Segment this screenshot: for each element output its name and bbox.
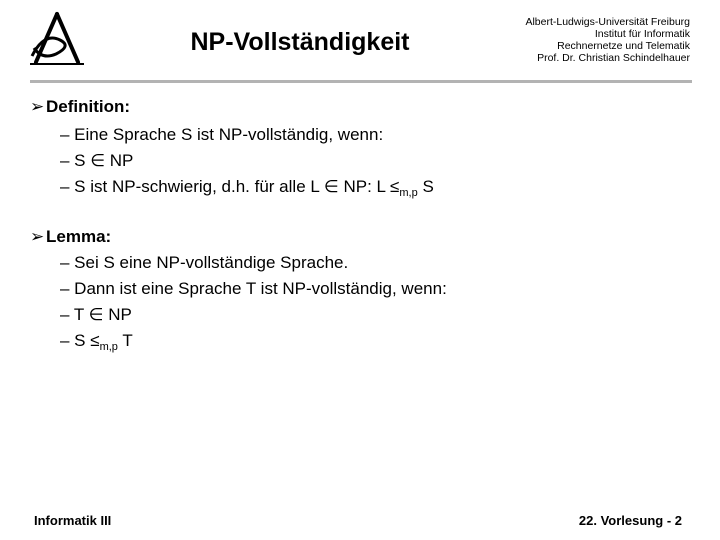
definition-item-1: – Eine Sprache S ist NP-vollständig, wenn: xyxy=(60,125,384,144)
definition-item-3 xyxy=(60,176,434,198)
university-name: Albert-Ludwigs-Universität Freiburg xyxy=(525,16,690,28)
uni-freiburg-logo-icon xyxy=(26,10,88,68)
footer-course: Informatik III xyxy=(34,513,112,528)
header-divider xyxy=(30,80,692,83)
department-name: Rechnernetze und Telematik xyxy=(557,40,690,52)
lemma-item-2: – Dann ist eine Sprache T ist NP-vollständig, wenn: xyxy=(60,279,447,298)
reduction-subscript: m,p xyxy=(399,187,418,199)
institution-block xyxy=(430,16,690,64)
institute-name: Institut für Informatik xyxy=(594,28,690,40)
footer-lecture-page: 22. Vorlesung - 2 xyxy=(578,513,682,528)
definition-label: Definition: xyxy=(46,97,131,116)
professor-name: Prof. Dr. Christian Schindelhauer xyxy=(537,52,690,64)
definition-item-3-text: – S ist NP-schwierig, d.h. für alle L ∈ NP: L ≤ xyxy=(60,177,400,196)
lemma-item-4 xyxy=(60,330,133,352)
bullet-arrow-icon: ➢ xyxy=(30,97,45,116)
lemma-heading xyxy=(30,226,111,248)
reduction-subscript: m,p xyxy=(99,341,118,353)
bullet-arrow-icon: ➢ xyxy=(30,227,45,246)
lemma-item-1: – Sei S eine NP-vollständige Sprache. xyxy=(60,253,349,272)
page-title: NP-Vollständigkeit xyxy=(190,28,410,56)
lemma-item-3: – T ∈ NP xyxy=(60,305,132,324)
definition-item-3-after: S xyxy=(417,177,434,196)
definition-item-2: – S ∈ NP xyxy=(60,151,134,170)
lemma-label: Lemma: xyxy=(46,227,112,246)
lemma-item-4-text: – S ≤ xyxy=(60,331,100,350)
lemma-item-4-after: T xyxy=(117,331,133,350)
definition-heading xyxy=(30,96,130,118)
